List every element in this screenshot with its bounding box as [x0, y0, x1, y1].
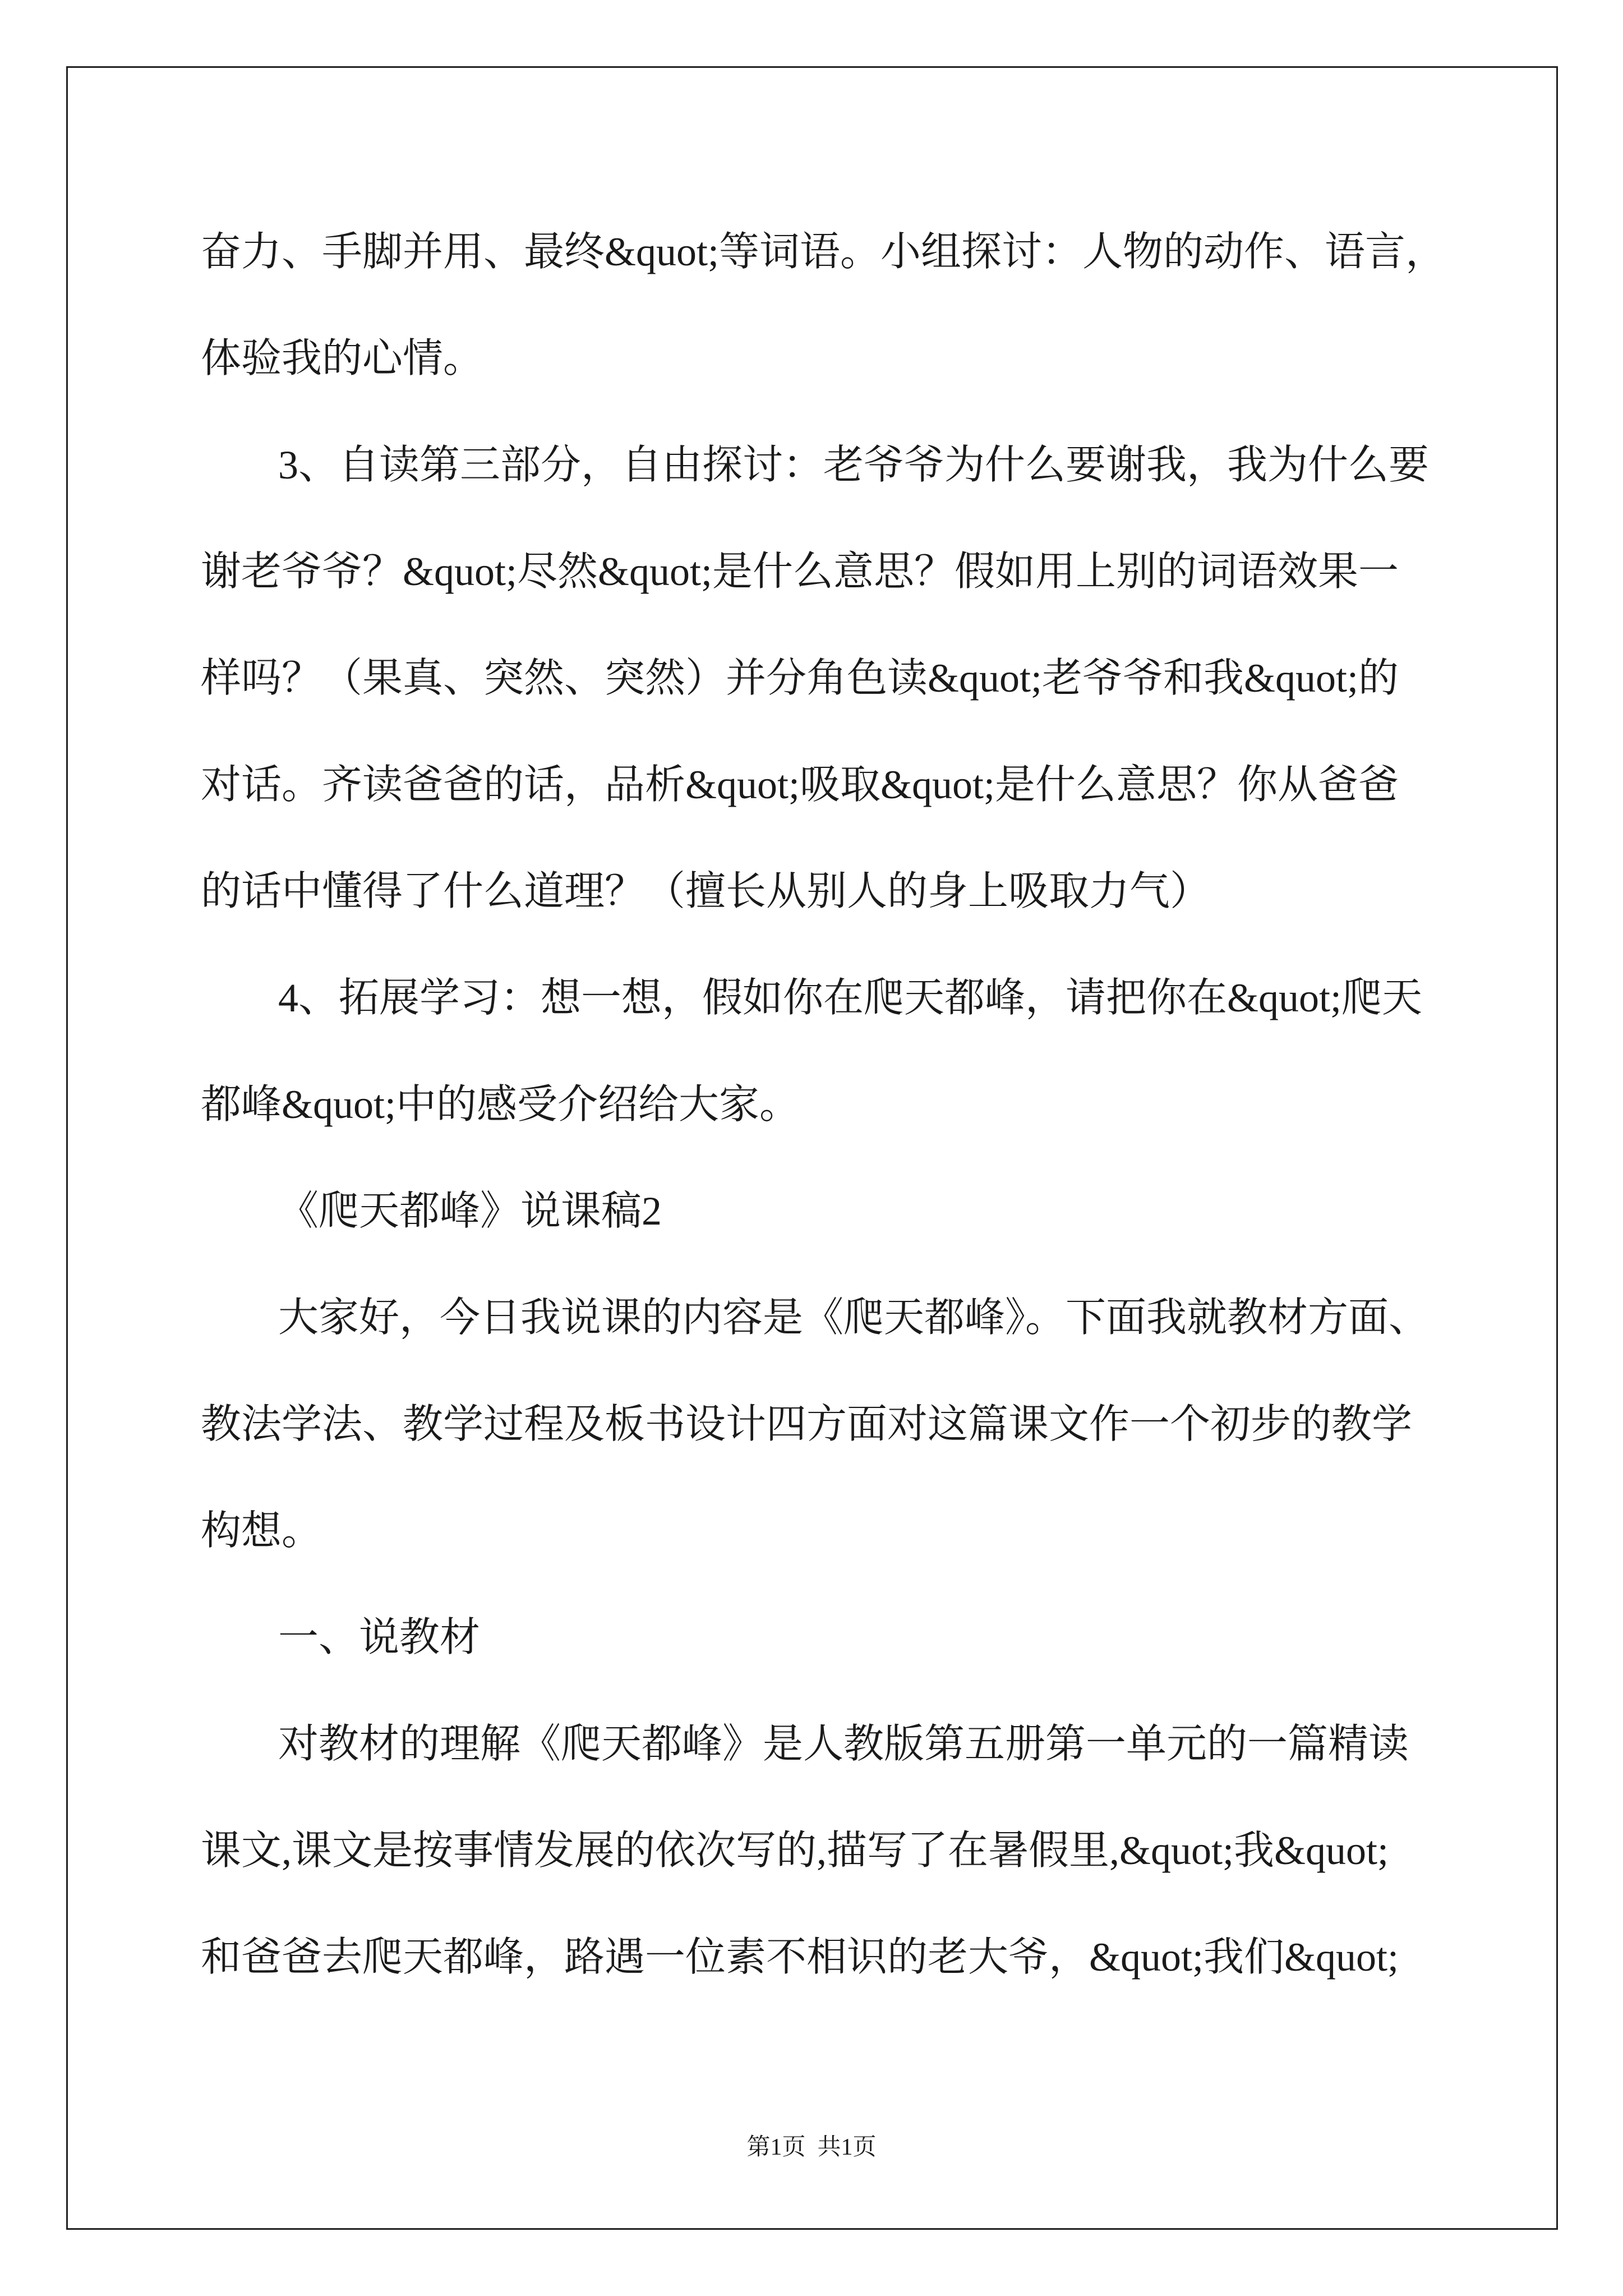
- document-body: [201, 199, 1536, 2010]
- paragraph-line: 和爸爸去爬天都峰，路遇一位素不相识的老大爷，&quot;我们&quot;: [201, 1935, 1399, 1980]
- paragraph-line: 奋力、手脚并用、最终&quot;等词语。小组探讨：人物的动作、语言，: [201, 229, 1446, 274]
- paragraph-line: 谢老爷爷？&quot;尽然&quot;是什么意思？假如用上别的词语效果一: [201, 549, 1399, 594]
- paragraph-line: 样吗？（果真、突然、突然）并分角色读&quot;老爷爷和我&quot;的: [201, 656, 1399, 701]
- page-footer: 第1页 共1页: [746, 2134, 877, 2160]
- paragraph-line: 构想。: [201, 1508, 322, 1553]
- paragraph-line: 教法学法、教学过程及板书设计四方面对这篇课文作一个初步的教学: [201, 1402, 1413, 1447]
- paragraph-line: 课文,课文是按事情发展的依次写的,描写了在暑假里,&quot;我&quot;: [201, 1828, 1389, 1873]
- section-heading: 一、说教材: [278, 1615, 481, 1660]
- paragraph-line: 都峰&quot;中的感受介绍给大家。: [201, 1082, 800, 1127]
- paragraph-line: 对话。齐读爸爸的话，品析&quot;吸取&quot;是什么意思？你从爸爸: [201, 762, 1399, 807]
- paragraph-line: 4、拓展学习：想一想，假如你在爬天都峰，请把你在&quot;爬天: [278, 976, 1423, 1020]
- paragraph-line: 对教材的理解《爬天都峰》是人教版第五册第一单元的一篇精读: [278, 1722, 1409, 1766]
- paragraph-line: 大家好，今日我说课的内容是《爬天都峰》。下面我就教材方面、: [278, 1295, 1430, 1340]
- paragraph-line: 3、自读第三部分，自由探讨：老爷爷为什么要谢我，我为什么要: [278, 443, 1430, 487]
- section-title: 《爬天都峰》说课稿2: [278, 1189, 662, 1234]
- paragraph-line: 的话中懂得了什么道理？（擅长从别人的身上吸取力气）: [201, 869, 1211, 914]
- paragraph-line: 体验我的心情。: [201, 336, 484, 381]
